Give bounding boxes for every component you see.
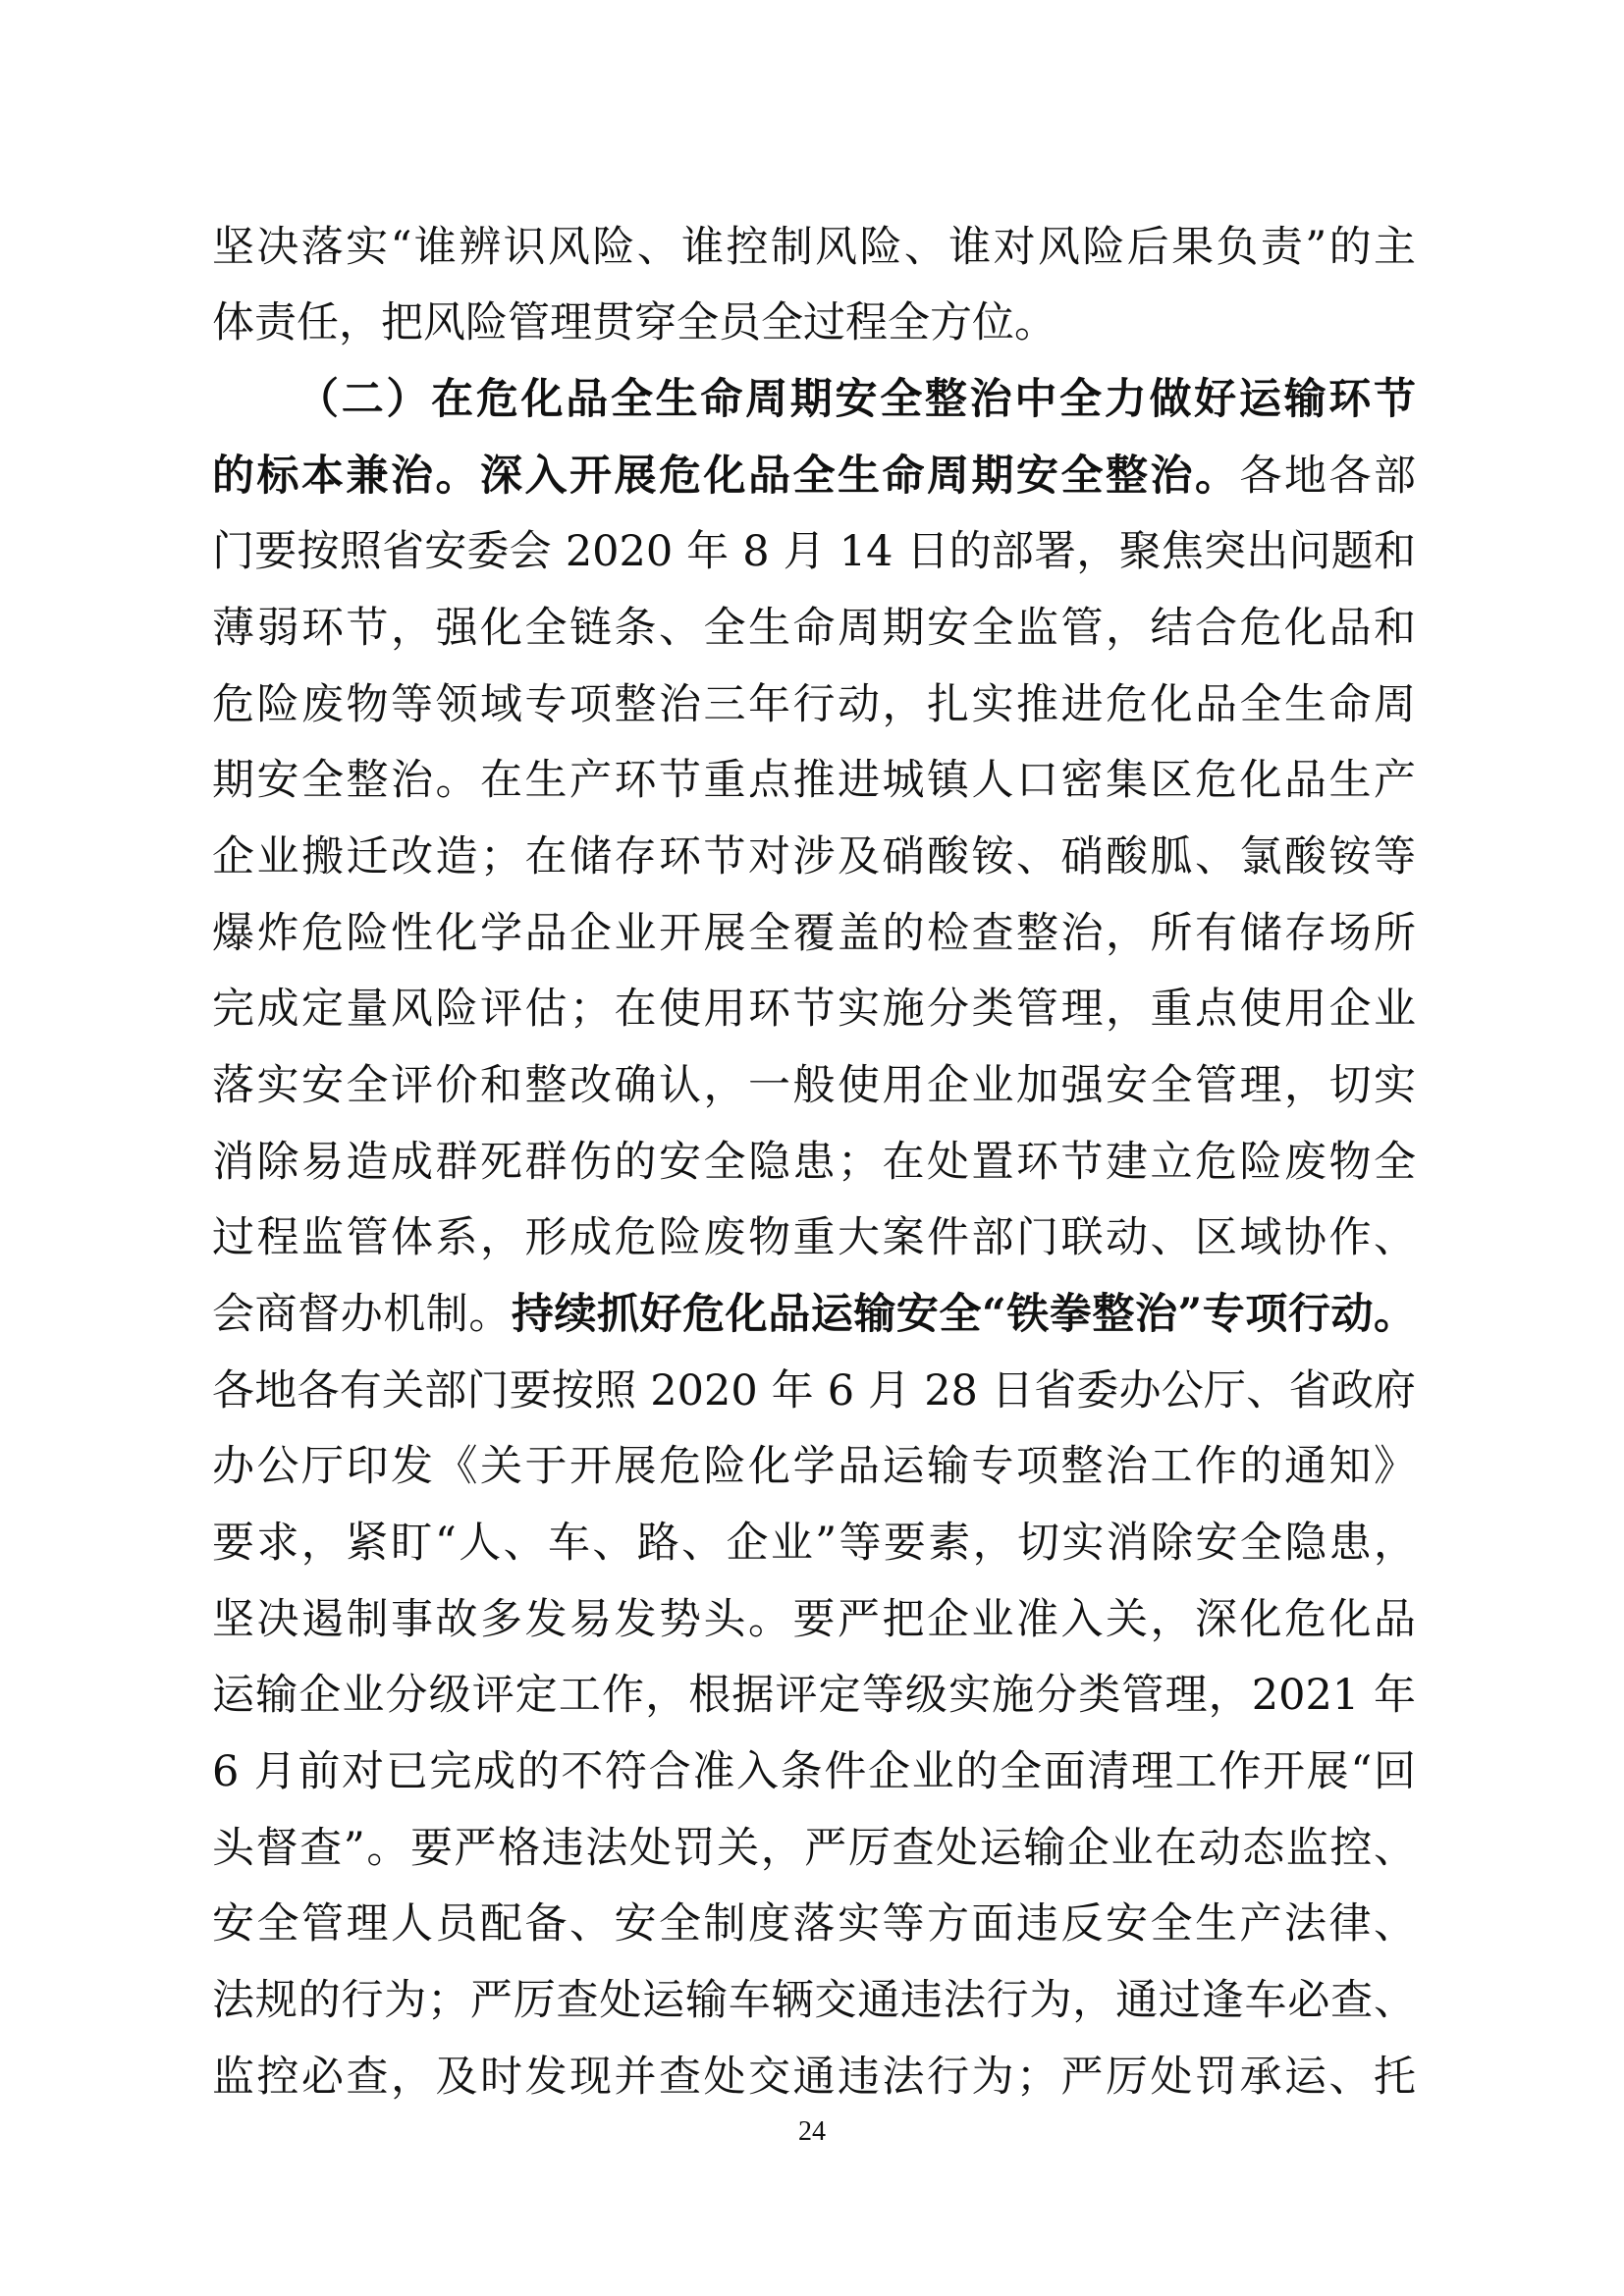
- text-segment: 爆炸危险性化学品企业开展全覆盖的检查整治，所有储存场所: [212, 909, 1416, 958]
- text-line: [212, 980, 1416, 1039]
- text-segment: 法规的行为；严厉查处运输车辆交通违法行为，通过逢车必查、: [212, 1976, 1416, 2025]
- text-line: [212, 447, 1416, 506]
- text-segment: 过程监管体系，形成危险废物重大案件部门联动、区域协作、: [212, 1213, 1416, 1262]
- text-line: [212, 294, 1416, 352]
- text-line: [212, 1056, 1416, 1115]
- text-line: [212, 218, 1416, 277]
- text-segment: 安全管理人员配备、安全制度落实等方面违反安全生产法律、: [212, 1899, 1416, 1949]
- text-line: [212, 675, 1416, 734]
- text-segment: 要求，紧盯“人、车、路、企业”等要素，切实消除安全隐患，: [212, 1519, 1416, 1568]
- text-line: [212, 1666, 1416, 1725]
- text-segment: 办公厅印发《关于开展危险化学品运输专项整治工作的通知》: [212, 1442, 1416, 1491]
- text-segment: 落实安全评价和整改确认，一般使用企业加强安全管理，切实: [212, 1061, 1416, 1110]
- text-line: [212, 1514, 1416, 1573]
- text-line: [212, 599, 1416, 658]
- text-line: [212, 1133, 1416, 1192]
- text-segment: 期安全整治。在生产环节重点推进城镇人口密集区危化品生产: [212, 756, 1416, 805]
- text-line: [212, 1590, 1416, 1649]
- bold-text-segment: （二）在危化品全生命周期安全整治中全力做好运输环节: [297, 375, 1416, 424]
- page-number: 24: [798, 2116, 826, 2147]
- text-line: [212, 828, 1416, 886]
- text-segment: 体责任，把风险管理贯穿全员全过程全方位。: [212, 298, 1056, 347]
- text-line: [212, 1971, 1416, 2030]
- bold-text-segment: 持续抓好危化品运输安全“铁拳整治”专项行动。: [511, 1290, 1416, 1339]
- text-segment: 坚决遏制事故多发易发势头。要严把企业准入关，深化危化品: [212, 1595, 1416, 1644]
- text-segment: 完成定量风险评估；在使用环节实施分类管理，重点使用企业: [212, 985, 1416, 1034]
- text-segment: 监控必查，及时发现并查处交通违法行为；严厉处罚承运、托: [212, 2053, 1416, 2102]
- text-segment: 6 月前对已完成的不符合准入条件企业的全面清理工作开展“回: [212, 1747, 1416, 1796]
- text-line: [297, 370, 1416, 429]
- text-line: [212, 2048, 1416, 2107]
- text-segment: 各地各有关部门要按照 2020 年 6 月 28 日省委办公厅、省政府: [212, 1366, 1416, 1415]
- text-line: [212, 522, 1416, 581]
- text-segment: 危险废物等领域专项整治三年行动，扎实推进危化品全生命周: [212, 680, 1416, 729]
- text-line: [212, 1895, 1416, 1953]
- text-line: [212, 1742, 1416, 1801]
- text-segment: 企业搬迁改造；在储存环节对涉及硝酸铵、硝酸胍、氯酸铵等: [212, 832, 1416, 881]
- text-line: [212, 1437, 1416, 1496]
- text-segment: 坚决落实“谁辨识风险、谁控制风险、谁对风险后果负责”的主: [212, 223, 1416, 272]
- text-segment: 门要按照省安委会 2020 年 8 月 14 日的部署，聚焦突出问题和: [212, 527, 1416, 576]
- text-segment: 薄弱环节，强化全链条、全生命周期安全监管，结合危化品和: [212, 604, 1416, 653]
- text-line: [212, 1819, 1416, 1878]
- text-line: [212, 1208, 1416, 1267]
- text-line: [212, 904, 1416, 963]
- bold-text-segment: 的标本兼治。深入开展危化品全生命周期安全整治。: [212, 452, 1240, 501]
- text-line: [212, 1362, 1416, 1420]
- text-segment: 消除易造成群死群伤的安全隐患；在处置环节建立危险废物全: [212, 1138, 1416, 1187]
- text-line: [212, 1285, 1416, 1344]
- text-segment: 头督查”。要严格违法处罚关，严厉查处运输企业在动态监控、: [212, 1824, 1416, 1873]
- text-segment: 会商督办机制。: [212, 1290, 512, 1339]
- text-segment: 各地各部: [1239, 452, 1416, 501]
- text-line: [212, 751, 1416, 810]
- text-segment: 运输企业分级评定工作，根据评定等级实施分类管理，2021 年: [212, 1671, 1416, 1720]
